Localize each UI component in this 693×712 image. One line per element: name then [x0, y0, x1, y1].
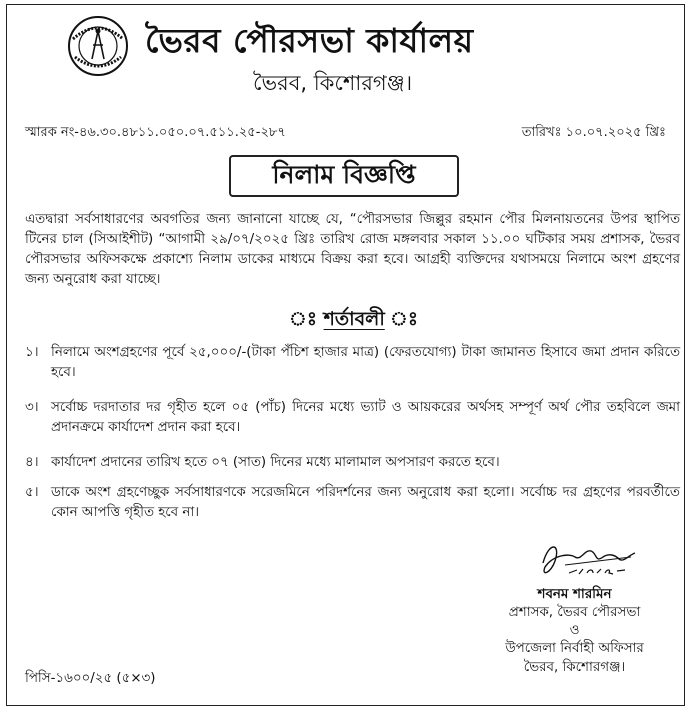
condition-number: ৫।	[25, 485, 39, 500]
condition-item	[25, 483, 680, 523]
condition-item	[25, 343, 680, 383]
notice-title-box	[229, 155, 459, 197]
signatory-conjunction: ও	[569, 623, 580, 638]
condition-text: সর্বোচ্চ দরদাতার দর গৃহীত হলে ০৫ (পাঁচ) দিনের মধ্যে ভ্যাট ও আয়করের অর্থসহ সম্পূর্ণ অর্থ পৌর তহবিলে জমা প্রদানক্রমে কার্যাদেশ প্রদান করা হবে।	[51, 400, 680, 435]
condition-text: ডাকে অংশ গ্রহণেচ্ছুক সর্বসাধারণকে সরেজমিনে পরিদর্শনের জন্য অনুরোধ করা হলো। সর্বোচ্চ দর গ্রহণের পরবর্তীতে কোন আপত্তি গৃহীত হবে না।	[51, 485, 680, 520]
conditions-heading-suffix: ঃ	[384, 308, 418, 330]
handwritten-signature	[535, 533, 647, 587]
office-title: ভৈরব পৌরসভা কার্যালয়	[145, 21, 474, 60]
notice-intro: এতদ্বারা সর্বসাধারণের অবগতির জন্য জানানো যাচ্ছে যে, “পৌরসভার জিল্লুর রহমান পৌর মিলনায়তনের উপর স্থাপিত টিনের চাল (সিআইশীট) “আগামী ২৯/০৭/২০২৫ খ্রিঃ তারিখ রোজ মঙ্গলবার সকাল ১১.০০ ঘটিকার সময় প্রশাসক, ভৈরব পৌরসভার অফিসকক্ষে প্রকাশ্যে নিলাম ডাকের মাধ্যমে বিক্রয় করা হবে। আগ্রহী ব্যক্তিদের যথাসময়ে নিলামে অংশ গ্রহণের জন্য অনুরোধ করা যাচ্ছে।	[25, 212, 680, 287]
notice-date: তারিখঃ ১০.০৭.২০২৫ খ্রিঃ	[521, 125, 666, 140]
signatory-designation-1: প্রশাসক, ভৈরব পৌরসভা	[508, 605, 641, 620]
signatory-location: ভৈরব, কিশোরগঞ্জ।	[523, 660, 626, 675]
conditions-heading	[7, 305, 693, 337]
office-address: ভৈরব, কিশোরগঞ্জ।	[253, 71, 413, 95]
reference-code: পিসি-১৬০০/২৫ (৫×৩)	[25, 671, 156, 686]
municipality-seal-icon	[67, 15, 129, 77]
signatory-name: শবনম শারমিন	[537, 587, 612, 602]
condition-item	[25, 398, 680, 438]
conditions-heading-text: শর্তাবলী	[323, 308, 385, 330]
condition-number: ১।	[25, 345, 39, 360]
condition-text: কার্যাদেশ প্রদানের তারিখ হতে ০৭ (সাত) দিনের মধ্যে মালামাল অপসারণ করতে হবে।	[51, 455, 500, 470]
notice-title: নিলাম বিজ্ঞপ্তি	[272, 159, 416, 189]
condition-item	[25, 453, 680, 473]
condition-text: নিলামে অংশগ্রহণের পূর্বে ২৫,০০০/-(টাকা পঁচিশ হাজার মাত্র) (ফেরতযোগ্য) টাকা জামানত হিসাবে জমা প্রদান করিতে হবে।	[51, 345, 680, 380]
memo-number: স্মারক নং-৪৬.৩০.৪৮১১.০৫০.০৭.৫১১.২৫-২৮৭	[25, 125, 286, 140]
condition-number: ৪।	[25, 455, 39, 470]
conditions-heading-prefix: ঃ	[289, 308, 324, 330]
condition-number: ৩।	[25, 400, 39, 415]
notice-frame	[6, 4, 685, 706]
signatory-designation-2: উপজেলা নির্বাহী অফিসার	[505, 641, 644, 656]
